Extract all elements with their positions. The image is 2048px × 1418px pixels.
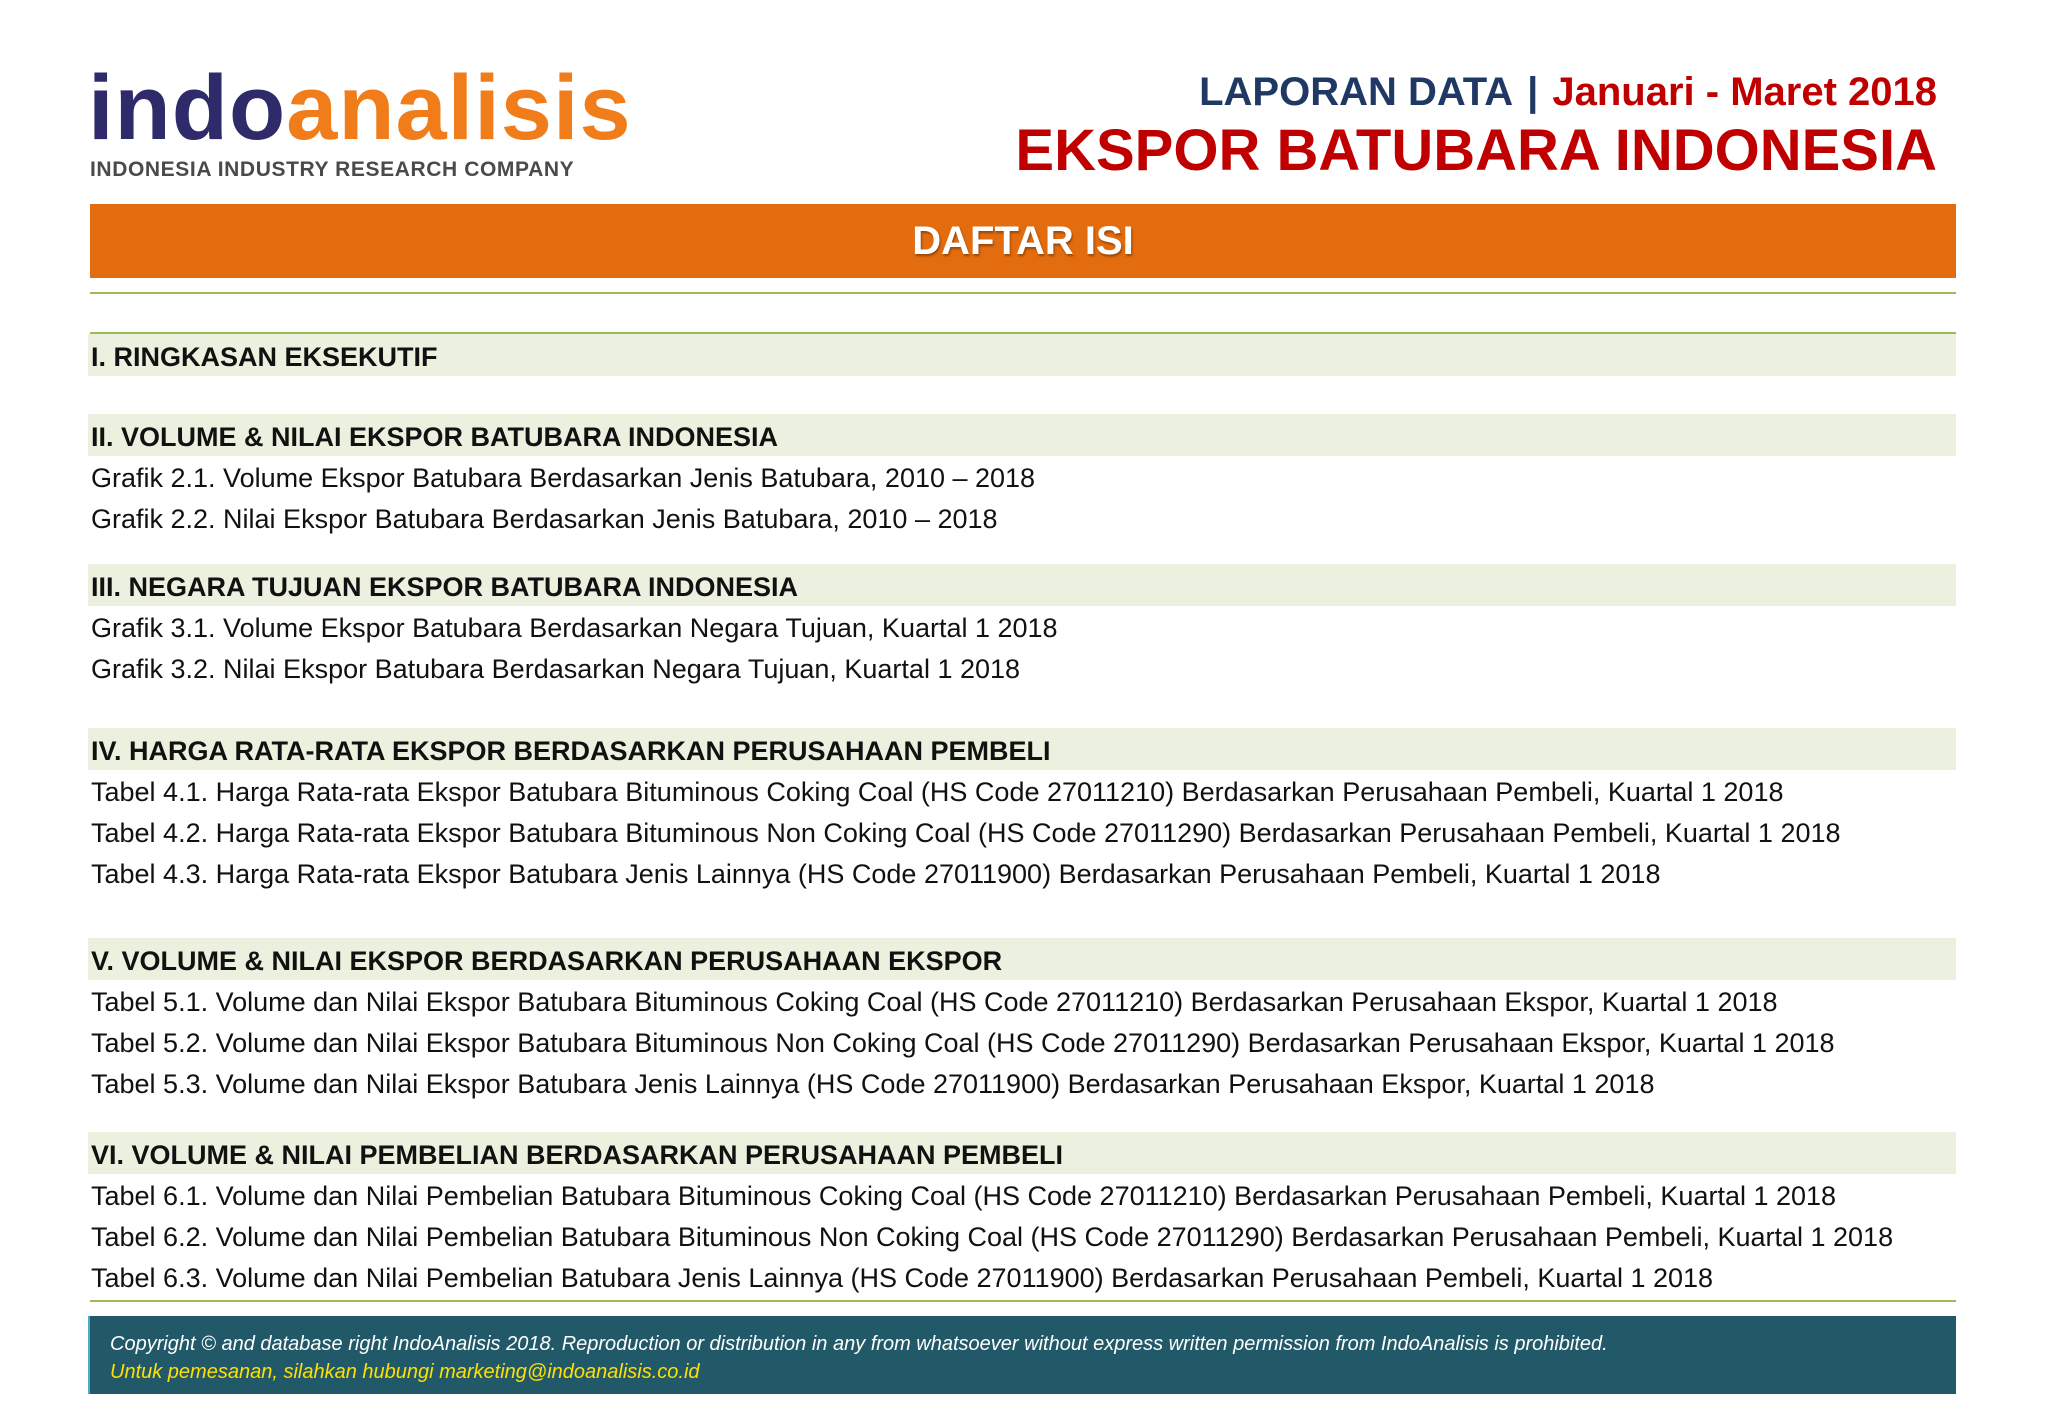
toc-item[interactable]: Tabel 5.2. Volume dan Nilai Ekspor Batubara Bituminous Non Coking Coal (HS Code 27011290) Berdasarkan Perusahaan Ekspor, Kuartal 1 2018	[91, 1028, 1835, 1058]
toc-item[interactable]: Tabel 5.3. Volume dan Nilai Ekspor Batubara Jenis Lainnya (HS Code 27011900) Berdasarkan Perusahaan Ekspor, Kuartal 1 2018	[91, 1069, 1655, 1099]
toc-item[interactable]: Tabel 4.2. Harga Rata-rata Ekspor Batubara Bituminous Non Coking Coal (HS Code 27011290) Berdasarkan Perusahaan Pembeli, Kuartal 1 2018	[91, 818, 1841, 848]
divider	[90, 1300, 1956, 1302]
toc-section-heading[interactable]: III. NEGARA TUJUAN EKSPOR BATUBARA INDONESIA	[88, 564, 1956, 606]
report-title: EKSPOR BATUBARA INDONESIA	[1015, 118, 1937, 183]
report-line	[1015, 68, 1937, 116]
toc-item[interactable]: Grafik 2.2. Nilai Ekspor Batubara Berdasarkan Jenis Batubara, 2010 – 2018	[91, 504, 998, 534]
report-period: Januari - Maret 2018	[1552, 70, 1937, 114]
report-header	[1015, 68, 1937, 186]
report-label: LAPORAN DATA	[1199, 70, 1514, 114]
logo-tagline: INDONESIA INDUSTRY RESEARCH COMPANY	[90, 158, 575, 181]
logo-analisis: analisis	[286, 57, 632, 159]
toc-section-heading[interactable]: V. VOLUME & NILAI EKSPOR BERDASARKAN PERUSAHAAN EKSPOR	[88, 938, 1956, 980]
copyright-text: Copyright © and database right IndoAnalisis 2018. Reproduction or distribution in any from whatsoever without express written permission from IndoAnalisis is prohibited.	[110, 1333, 1608, 1355]
toc-item[interactable]: Grafik 3.2. Nilai Ekspor Batubara Berdasarkan Negara Tujuan, Kuartal 1 2018	[91, 654, 1021, 684]
contact-text[interactable]: Untuk pemesanan, silahkan hubungi marketing@indoanalisis.co.id	[110, 1361, 700, 1383]
toc-section-heading[interactable]: I. RINGKASAN EKSEKUTIF	[88, 334, 1956, 376]
toc-item[interactable]: Grafik 3.1. Volume Ekspor Batubara Berdasarkan Negara Tujuan, Kuartal 1 2018	[91, 613, 1058, 643]
toc-item[interactable]: Tabel 5.1. Volume dan Nilai Ekspor Batubara Bituminous Coking Coal (HS Code 27011210) Berdasarkan Perusahaan Ekspor, Kuartal 1 2018	[91, 987, 1778, 1017]
toc-item[interactable]: Tabel 4.3. Harga Rata-rata Ekspor Batubara Jenis Lainnya (HS Code 27011900) Berdasarkan Perusahaan Pembeli, Kuartal 1 2018	[91, 859, 1661, 889]
logo-indo: indo	[88, 57, 287, 159]
toc-section-heading[interactable]: IV. HARGA RATA-RATA EKSPOR BERDASARKAN PERUSAHAAN PEMBELI	[88, 728, 1956, 770]
company-logo	[88, 57, 632, 181]
toc-section-heading[interactable]: II. VOLUME & NILAI EKSPOR BATUBARA INDONESIA	[88, 414, 1956, 456]
toc-item[interactable]: Tabel 4.1. Harga Rata-rata Ekspor Batubara Bituminous Coking Coal (HS Code 27011210) Berdasarkan Perusahaan Pembeli, Kuartal 1 2018	[91, 777, 1784, 807]
toc-item[interactable]: Grafik 2.1. Volume Ekspor Batubara Berdasarkan Jenis Batubara, 2010 – 2018	[91, 463, 1036, 493]
report-separator: |	[1527, 70, 1539, 114]
divider	[90, 292, 1956, 294]
logo-wordmark	[88, 57, 632, 159]
copyright-footer	[88, 1316, 1956, 1394]
toc-item[interactable]: Tabel 6.2. Volume dan Nilai Pembelian Batubara Bituminous Non Coking Coal (HS Code 27011290) Berdasarkan Perusahaan Pembeli, Kuartal 1 2018	[91, 1222, 1894, 1252]
toc-item[interactable]: Tabel 6.1. Volume dan Nilai Pembelian Batubara Bituminous Coking Coal (HS Code 27011210) Berdasarkan Perusahaan Pembeli, Kuartal 1 2018	[91, 1181, 1837, 1211]
toc-title-banner: DAFTAR ISI	[90, 204, 1956, 278]
toc-section-heading[interactable]: VI. VOLUME & NILAI PEMBELIAN BERDASARKAN PERUSAHAAN PEMBELI	[88, 1132, 1956, 1174]
toc-item[interactable]: Tabel 6.3. Volume dan Nilai Pembelian Batubara Jenis Lainnya (HS Code 27011900) Berdasarkan Perusahaan Pembeli, Kuartal 1 2018	[91, 1263, 1714, 1293]
